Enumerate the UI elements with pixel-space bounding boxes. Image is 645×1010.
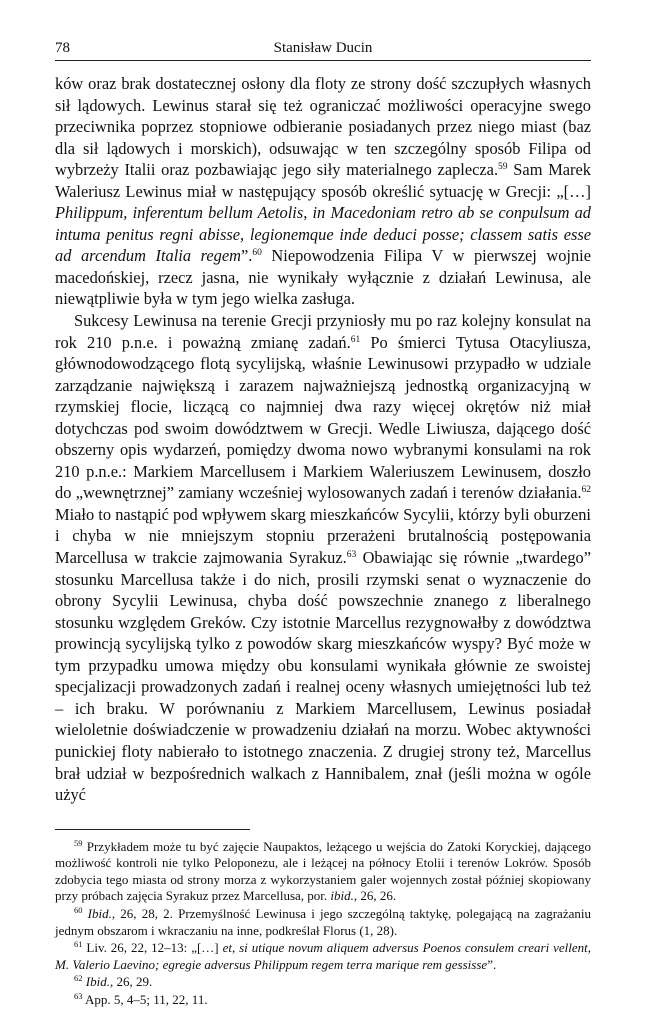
- text-run: Niepowodzenia Filipa V w pierwszej wojnie macedońskiej, rzecz jasna, nie wynikały wyłącznie z działań Lewinusa, ale niewątpliwie była w tym jego wielka zasługa.: [55, 246, 591, 309]
- page-number: 78: [55, 40, 70, 56]
- running-head: [55, 36, 591, 61]
- footnote-italic: ibid.: [330, 888, 354, 904]
- footnote-ref-62[interactable]: 62: [581, 485, 591, 496]
- text-run: Sukcesy Lewinusa na terenie Grecji przyniosły mu po raz kolejny konsulat na rok 210 p.n.e. i poważną zmianę zadań.: [55, 311, 591, 352]
- footnote-62: [55, 974, 591, 991]
- footnote-text: Przykładem może tu być zajęcie Naupaktos, leżącego u wejścia do Zatoki Koryckiej, dającego możliwość kontroli nie tylko Peloponezu, ale i leżącej na północy Etolii i terenów Lokrów. Sposób zdobycia tego miasta od strony morza z wykorzystaniem galer wojennych został później skopiowany przy próbach zajęcia Syrakuz przez Marcellusa, por.: [55, 838, 591, 904]
- footnote-ref-59[interactable]: 59: [498, 162, 508, 173]
- footnote-text: ”.: [487, 956, 497, 972]
- footnote-63: [55, 992, 591, 1009]
- latin-quotation: Philippum, inferentum bellum Aetolis, in Macedoniam retro ab se conpulsum ad intuma penitus regni abisse, legionemque inde deduci posse; classem satis esse ad arcendum Italia regem: [55, 203, 591, 266]
- text-run: ”.: [240, 246, 253, 266]
- footnote-text: App. 5, 4–5; 11, 22, 11.: [82, 991, 208, 1007]
- paragraph-2: [55, 310, 591, 806]
- footnote-number: 61: [74, 939, 83, 950]
- footnote-59: [55, 839, 591, 905]
- footnotes: [55, 839, 591, 1009]
- footnote-text: , 26, 29.: [109, 974, 153, 990]
- running-title-author: Stanisław Ducin: [273, 40, 373, 56]
- footnote-number: 59: [74, 837, 83, 848]
- footnote-text: Liv. 26, 22, 12–13: „[…]: [82, 940, 223, 956]
- footnote-ref-61[interactable]: 61: [350, 334, 361, 345]
- footnote-number: 63: [74, 990, 83, 1001]
- footnote-italic: et, si utique novum aliquem adversus Poenos consulem creari vellent, M. Valerio Laevino; egregie adversus Philippum regem terra marique rem gessisse: [55, 940, 592, 972]
- main-text: [55, 73, 591, 806]
- footnote-italic: Ibid.: [82, 974, 110, 990]
- footnote-60: [55, 906, 591, 939]
- text-run: Sam Marek Waleriusz Lewinus miał w następujący sposób określić sytuację w Grecji: „[…]: [55, 160, 591, 201]
- text-run: Miało to nastąpić pod wpływem skarg mieszkańców Sycylii, którzy byli oburzeni i chyba w nie mniejszym stopniu przerażeni brutalnością postępowania Marcellusa w trakcie zajmowania Syrakuz.: [55, 504, 591, 568]
- footnote-ref-63[interactable]: 63: [346, 550, 357, 561]
- footnote-italic: Ibid.: [82, 905, 112, 921]
- text-run: Obawiając się równie „twardego” stosunku Marcellusa także i do nich, prosili rzymski senat o wyznaczenie do obrony Sycylii Lewinusa, chyba dość powszechnie znanego z liberalnego stosunku względem Greków. Czy istotnie Marcellus rezygnowałby z dowództwa prowincją sycylijską tylko z powodów skarg mieszkańców wyspy? Być może w tym przypadku umowa między obu konsulami wynikała głównie ze swoistej specjalizacji prowadzonych zadań i realnej oceny własnych umiejętności lub też – ich braku. W porównaniu z Markiem Marcellusem, Lewinus posiadał wieloletnie doświadczenie w prowadzeniu działań na morzu. Wobec aktywności punickiej floty nabierało to istotnego znaczenia. Z drugiej strony też, Marcellus brał udział w bezpośrednich walkach z Hannibalem, znał (jeśli można w ogóle użyć: [55, 548, 591, 805]
- footnote-number: 60: [74, 904, 83, 915]
- footnote-number: 62: [74, 973, 83, 984]
- footnote-61: [55, 940, 591, 973]
- paragraph-1: [55, 73, 591, 310]
- footnote-text: , 26, 28, 2. Przemyślność Lewinusa i jego szczególną taktykę, polegającą na zagrażaniu jednym obszarom i wkraczaniu na inne, podkreślał Florus (1, 28).: [55, 905, 591, 938]
- book-page: [55, 36, 591, 1010]
- text-run: ków oraz brak dostatecznej osłony dla floty ze strony dość szczupłych własnych sił lądowych. Lewinus starał się też ograniczać możliwości operacyjne swego przeciwnika poprzez stopniowe odbieranie posiadanych przez niego miast (baz dla sił lądowych i morskich), odsuwając w ten szczególny sposób Filipa od wybrzeży Italii oraz pozbawiając jego siły materialnego zaplecza.: [55, 74, 591, 180]
- footnote-ref-60[interactable]: 60: [252, 248, 262, 259]
- text-run: Po śmierci Tytusa Otacyliusza, głównodowodzącego flotą sycylijską, właśnie Lewinusowi przypadło w udziale zarządzanie największą i zarazem najważniejszą jednostką organizacyjną w rzymskiej flocie, liczącą co najmniej dwa razy więcej okrętów niż miał dotychczas pod swoim dowództwem w Grecji. Wedle Liwiusza, dającego dość obszerny opis wydarzeń, pomiędzy dwoma nowo wybranymi konsulami na rok 210 p.n.e.: Markiem Marcellusem i Markiem Waleriuszem Lewinusem, doszło do „wewnętrznej” zamiany wcześniej wylosowanych zadań i terenów działania.: [55, 332, 591, 503]
- footnote-text: , 26, 26.: [353, 888, 397, 904]
- footnote-separator: [55, 829, 250, 830]
